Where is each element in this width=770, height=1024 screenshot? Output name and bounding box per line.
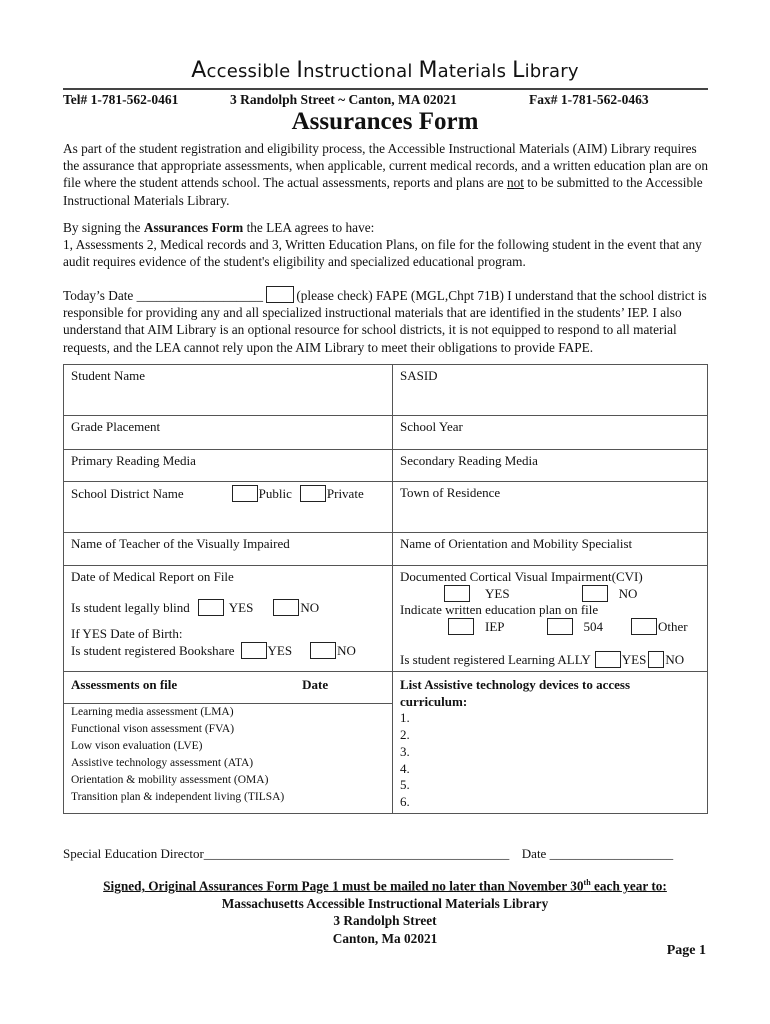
form-title: Assurances Form (291, 108, 479, 135)
legally-blind-yes-checkbox[interactable] (198, 599, 224, 616)
other-plan-checkbox[interactable] (631, 618, 657, 635)
device-item[interactable]: 3. (400, 743, 410, 759)
town-of-residence-field[interactable]: Town of Residence (393, 482, 708, 533)
medical-report-date-field[interactable]: Date of Medical Report on File (71, 569, 234, 584)
device-item[interactable]: 5. (400, 777, 410, 793)
cvi-yes-checkbox[interactable] (444, 585, 470, 602)
mailing-street: 3 Randolph Street (333, 913, 437, 929)
assessments-header: Assessments on file Date (71, 677, 329, 692)
assessments-cell (64, 672, 393, 814)
public-checkbox[interactable] (232, 485, 258, 502)
ally-no-checkbox[interactable] (648, 651, 664, 668)
fape-paragraph: Today’s Date ___________________ (please check) FAPE (MGL,Chpt 71B) I understand that the school district is responsible for providing any and all specialized instructional materials that are identified in the students’ IEP. I also understand that AIM Library is an optional resource for school districts, it is not equipped to respond to all material requests, and the LEA cannot rely upon the AIM Library to meet their obligations to provide FAPE. (63, 288, 707, 355)
assessment-item[interactable]: Orientation & mobility assessment (OMA) (71, 774, 269, 786)
student-info-table (63, 364, 708, 814)
private-checkbox[interactable] (300, 485, 326, 502)
tvi-name-field[interactable]: Name of Teacher of the Visually Impaired (64, 533, 393, 566)
mailing-org: Massachusetts Accessible Instructional Materials Library (221, 895, 549, 911)
todays-date-field[interactable]: Today’s Date ___________________ (63, 288, 267, 303)
oms-name-field[interactable]: Name of Orientation and Mobility Specialist (393, 533, 708, 566)
signature-date-field[interactable]: Date ___________________ (521, 846, 674, 861)
devices-header: List Assistive technology devices to access curriculum: (400, 677, 631, 709)
telephone: Tel# 1-781-562-0461 (63, 92, 179, 107)
cvi-no-checkbox[interactable] (582, 585, 608, 602)
secondary-reading-media-field[interactable]: Secondary Reading Media (393, 450, 708, 482)
page-number: Page 1 (666, 943, 706, 958)
date-of-birth-field[interactable]: If YES Date of Birth: (71, 626, 183, 641)
device-item[interactable]: 4. (400, 760, 410, 776)
header-rule (63, 88, 708, 90)
iep-checkbox[interactable] (448, 618, 474, 635)
school-district-field[interactable]: School District Name Public Private (64, 482, 393, 533)
address: 3 Randolph Street ~ Canton, MA 02021 (230, 92, 457, 107)
bookshare-yes-checkbox[interactable] (241, 642, 267, 659)
fax: Fax# 1-781-562-0463 (529, 92, 649, 107)
grade-placement-field[interactable]: Grade Placement (64, 416, 393, 450)
sasid-field[interactable]: SASID (393, 365, 708, 416)
primary-reading-media-field[interactable]: Primary Reading Media (64, 450, 393, 482)
ally-yes-checkbox[interactable] (595, 651, 621, 668)
medical-report-cell: Date of Medical Report on File Is student legally blind YES NO If YES Date of Birth: Is student registered Bookshare YES NO (64, 566, 393, 672)
fape-checkbox[interactable] (266, 286, 294, 303)
mailing-deadline: Signed, Original Assurances Form Page 1 must be mailed no later than November 30th each year to: (103, 878, 667, 894)
director-signature-field[interactable]: Special Education Director_______________________________________________ (63, 846, 510, 861)
plan-504-checkbox[interactable] (547, 618, 573, 635)
lea-agreement-paragraph: By signing the Assurances Form the LEA agrees to have: 1, Assessments 2, Medical records and 3, Written Education Plans, on file for the following student in the event that any audit requires evidence of the student's eligibility and specialized educational program. (63, 220, 702, 270)
device-item[interactable]: 6. (400, 793, 410, 809)
assessment-item[interactable]: Transition plan & independent living (TILSA) (71, 791, 285, 803)
organization-name: Accessible Instructional Materials Library (191, 58, 579, 83)
assessment-list (64, 703, 392, 808)
assessment-item[interactable]: Learning media assessment (LMA) (71, 706, 234, 718)
school-year-field[interactable]: School Year (393, 416, 708, 450)
signature-line (63, 846, 711, 862)
assessment-item[interactable]: Assistive technology assessment (ATA) (71, 757, 254, 769)
device-item[interactable]: 2. (400, 727, 410, 743)
legally-blind-no-checkbox[interactable] (273, 599, 299, 616)
devices-cell (393, 672, 708, 814)
assessment-item[interactable]: Low vison evaluation (LVE) (71, 740, 203, 752)
mailing-city: Canton, Ma 02021 (332, 930, 438, 946)
device-item[interactable]: 1. (400, 710, 410, 726)
intro-paragraph: As part of the student registration and eligibility process, the Accessible Instructional Materials (AIM) Library requires the assurance that appropriate assessments, when applicable, current medical records, and a written education plan are on file where the student attends school. The actual assessments, reports and plans are not to be submitted to the Accessible Instructional Materials Library. (63, 141, 709, 208)
bookshare-no-checkbox[interactable] (310, 642, 336, 659)
cvi-plan-cell: Documented Cortical Visual Impairment(CVI) YES NO Indicate written education plan on file IEP 504 Other Is student registered Learning ALLY YES NO (393, 566, 708, 672)
mailing-instructions (0, 874, 770, 947)
student-name-field[interactable]: Student Name (64, 365, 393, 416)
assessment-item[interactable]: Functional vison assessment (FVA) (71, 723, 235, 735)
